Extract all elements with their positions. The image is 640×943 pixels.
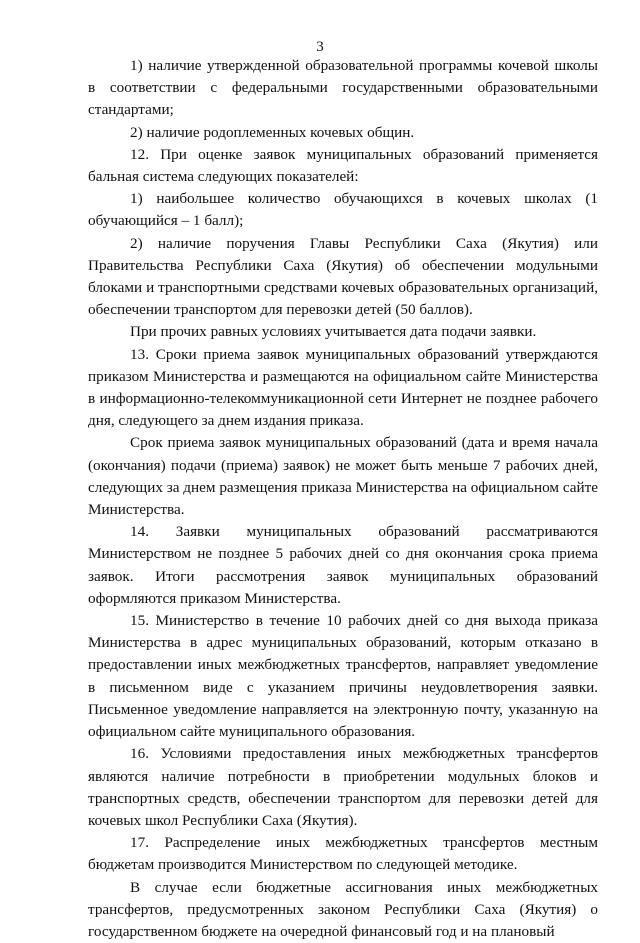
paragraph: 17. Распределение иных межбюджетных трансфертов местным бюджетам производится Министерством по следующей методике. xyxy=(88,834,598,874)
paragraph: 13. Сроки приема заявок муниципальных образований утверждаются приказом Министерства и размещаются на официальном сайте Министерства в информационно-телекоммуникационной сети Интернет не позднее рабочего дня, следующего за днем издания приказа. xyxy=(88,345,598,430)
paragraph: 1) наличие утвержденной образовательной программы кочевой школы в соответствии с федеральными государственными образовательными стандартами; xyxy=(88,57,598,119)
paragraph: 15. Министерство в течение 10 рабочих дней со дня выхода приказа Министерства в адрес муниципальных образований, которым отказано в предоставлении иных межбюджетных трансфертов, направляет уведомление в письменном виде с указанием причины неудовлетворения заявки. Письменное уведомление направляется на электронную почту, указанную на официальном сайте муниципального образования. xyxy=(88,612,598,741)
paragraph: При прочих равных условиях учитывается дата подачи заявки. xyxy=(130,323,537,341)
paragraph: 1) наибольшее количество обучающихся в кочевых школах (1 обучающийся – 1 балл); xyxy=(88,190,598,230)
document-body xyxy=(88,55,598,943)
paragraph: 2) наличие поручения Главы Республики Саха (Якутия) или Правительства Республики Саха (Якутия) об обеспечении модульными блоками и транспортными средствами кочевых образовательных организаций, обеспечении транспортом для перевозки детей (50 баллов). xyxy=(88,234,598,319)
paragraph: 12. При оценке заявок муниципальных образований применяется бальная система следующих показателей: xyxy=(88,145,598,186)
paragraph: В случае если бюджетные ассигнования иных межбюджетных трансфертов, предусмотренных законом Республики Саха (Якутия) о государственном бюджете на очередной финансовый год и на плановый xyxy=(88,878,598,940)
page-number: 3 xyxy=(316,39,324,55)
paragraph: 14. Заявки муниципальных образований рассматриваются Министерством не позднее 5 рабочих дней со дня окончания срока приема заявок. Итоги рассмотрения заявок муниципальных образований оформляются приказом Министерства. xyxy=(88,523,598,607)
paragraph: Срок приема заявок муниципальных образований (дата и время начала (окончания) подачи (приема) заявок) не может быть меньше 7 рабочих дней, следующих за днем размещения приказа Министерства на официальном сайте Министерства. xyxy=(88,434,598,519)
paragraph: 2) наличие родоплеменных кочевых общин. xyxy=(130,123,415,141)
paragraph: 16. Условиями предоставления иных межбюджетных трансфертов являются наличие потребности в приобретении модульных блоков и транспортных средств, обеспечении транспортом для перевозки детей для кочевых школ Республики Саха (Якутия). xyxy=(88,745,598,829)
